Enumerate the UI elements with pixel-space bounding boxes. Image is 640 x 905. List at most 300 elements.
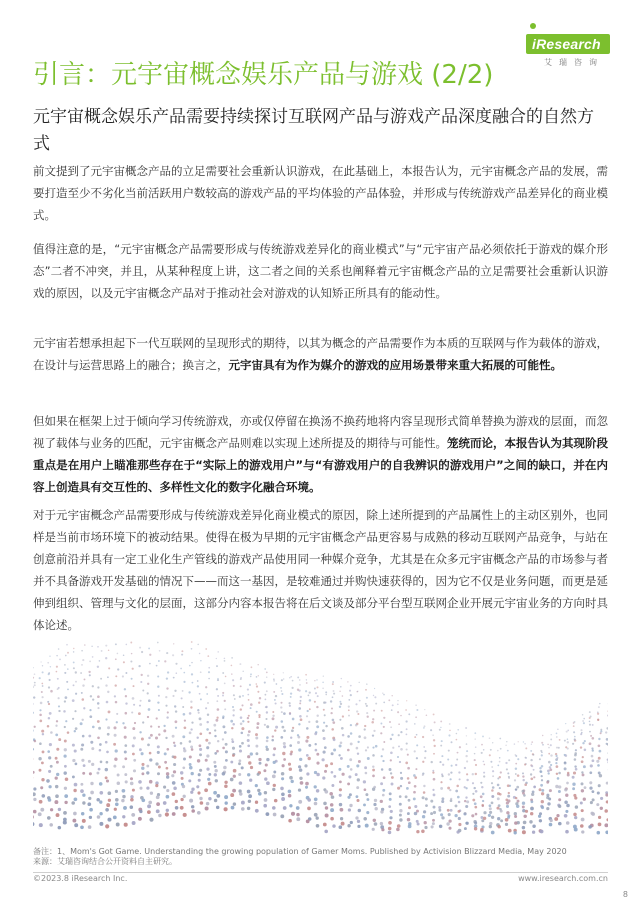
particle-dot <box>406 728 408 730</box>
particle-dot <box>73 667 75 669</box>
particle-dot <box>273 680 275 682</box>
particle-dot <box>264 791 267 794</box>
particle-dot <box>55 725 57 727</box>
particle-dot <box>280 706 282 708</box>
particle-dot <box>241 807 245 811</box>
particle-dot <box>147 716 149 718</box>
particle-dot <box>332 696 334 698</box>
particle-dot <box>308 757 311 760</box>
particle-dot <box>433 811 436 814</box>
particle-dot <box>341 822 345 826</box>
particle-dot <box>434 721 436 723</box>
particle-dot <box>88 797 91 800</box>
particle-dot <box>299 679 301 681</box>
particle-dot <box>565 830 569 834</box>
particle-dot <box>583 718 585 720</box>
particle-dot <box>397 787 400 790</box>
particle-dot <box>238 789 241 792</box>
particle-dot <box>281 690 283 692</box>
particle-dot <box>67 731 70 734</box>
particle-dot <box>356 764 359 767</box>
particle-dot <box>183 672 185 674</box>
particle-dot <box>471 814 474 817</box>
particle-dot <box>532 831 535 834</box>
particle-dot <box>265 706 267 708</box>
particle-dot <box>106 761 109 764</box>
particle-dot <box>225 759 228 762</box>
particle-dot <box>188 691 190 693</box>
particle-dot <box>67 688 69 690</box>
particle-dot <box>391 709 393 711</box>
particle-dot <box>559 739 561 741</box>
particle-dot <box>424 826 427 829</box>
particle-dot <box>265 718 267 720</box>
particle-dot <box>446 822 449 825</box>
particle-dot <box>205 739 208 742</box>
particle-dot <box>316 753 319 756</box>
particle-dot <box>433 794 436 797</box>
particle-dot <box>340 686 342 688</box>
particle-dot <box>547 802 550 805</box>
particle-dot <box>306 682 308 684</box>
particle-dot <box>380 723 382 725</box>
particle-dot <box>415 768 417 770</box>
particle-dot <box>125 672 127 674</box>
particle-dot <box>515 788 517 790</box>
particle-dot <box>573 725 575 727</box>
particle-dot <box>558 747 560 749</box>
particle-dot <box>581 782 584 785</box>
particle-dot <box>541 742 543 744</box>
particle-dot <box>49 655 50 656</box>
particle-dot <box>292 727 294 729</box>
particle-dot <box>530 777 533 780</box>
particle-dot <box>82 819 86 823</box>
particle-dot <box>74 749 77 752</box>
particle-dot <box>314 732 317 735</box>
particle-dot <box>316 720 319 723</box>
particle-dot <box>123 654 125 656</box>
particle-dot <box>139 731 141 733</box>
particle-dot <box>115 790 118 793</box>
particle-dot <box>124 726 127 729</box>
logo-dot <box>530 23 536 29</box>
particle-dot <box>374 696 376 698</box>
particle-dot <box>197 791 200 794</box>
particle-dot <box>474 738 475 739</box>
particle-dot <box>465 805 468 808</box>
particle-dot <box>458 771 460 773</box>
particle-dot <box>208 742 211 745</box>
particle-dot <box>108 710 111 713</box>
particle-dot <box>282 752 285 755</box>
particle-dot <box>257 664 258 665</box>
particle-dot <box>66 681 68 683</box>
particle-dot <box>101 650 103 652</box>
particle-dot <box>290 676 292 678</box>
particle-dot <box>373 695 374 696</box>
particle-dot <box>56 671 58 673</box>
particle-dot <box>356 710 358 712</box>
particle-dot <box>438 806 441 809</box>
particle-dot <box>531 800 534 803</box>
particle-dot <box>89 816 92 819</box>
particle-dot <box>596 760 599 763</box>
particle-dot <box>115 701 118 704</box>
particle-dot <box>440 781 442 783</box>
particle-dot <box>200 660 201 661</box>
particle-dot <box>567 738 569 740</box>
particle-dot <box>274 799 278 803</box>
footnote-remark: 备注：1、Mom's Got Game. Understanding the growing population of Gamer Moms. Published by Activision Blizzard Media, May 2020 <box>33 847 567 856</box>
particle-dot <box>173 770 176 773</box>
particle-dot <box>41 762 44 765</box>
particle-dot <box>82 735 85 738</box>
particle-dot <box>514 812 517 815</box>
particle-dot <box>258 714 260 716</box>
particle-dot <box>574 754 577 757</box>
particle-dot <box>166 772 169 775</box>
particle-dot <box>380 810 383 813</box>
particle-dot <box>258 758 261 761</box>
particle-dot <box>224 660 226 662</box>
particle-dot <box>314 813 318 817</box>
particle-dot <box>423 785 425 787</box>
particle-dot <box>425 798 428 801</box>
particle-dot <box>398 734 400 736</box>
particle-dot <box>40 661 41 662</box>
particle-dot <box>132 668 134 670</box>
particle-dot <box>522 772 524 774</box>
particle-dot <box>147 810 151 814</box>
particle-dot <box>158 695 160 697</box>
particle-dot <box>540 784 543 787</box>
particle-dot <box>180 798 183 801</box>
particle-dot <box>47 662 49 664</box>
particle-dot <box>558 785 561 788</box>
particle-dot <box>342 695 344 697</box>
particle-dot <box>91 646 92 647</box>
paragraph-text: 但如果在框架上过于倾向学习传统游戏，亦或仅停留在换汤不换药地将内容呈现形式简单替换为游戏的层面，而忽视了载体与业务的匹配，元宇宙概念产品则难以实现上述所提及的期待与可能性。 <box>33 414 608 450</box>
particle-dot <box>48 798 52 802</box>
particle-dot <box>33 787 36 790</box>
particle-dot <box>567 741 569 743</box>
particle-dot <box>42 665 43 666</box>
particle-dot <box>308 744 311 747</box>
particle-dot <box>555 755 557 757</box>
particle-dot <box>88 825 92 829</box>
particle-dot <box>184 726 187 729</box>
particle-dot <box>147 804 151 808</box>
particle-dot <box>573 813 577 817</box>
particle-dot <box>549 768 552 771</box>
particle-dot <box>40 786 43 789</box>
particle-dot <box>175 710 177 712</box>
particle-dot <box>199 723 202 726</box>
particle-dot <box>239 749 242 752</box>
particle-dot <box>105 657 107 659</box>
particle-dot <box>465 755 467 757</box>
particle-dot <box>241 766 244 769</box>
particle-dot <box>566 731 568 733</box>
particle-dot <box>350 694 352 696</box>
particle-dot <box>149 663 151 665</box>
particle-dot <box>456 739 458 741</box>
particle-dot <box>516 786 519 789</box>
particle-dot <box>491 795 494 798</box>
particle-dot <box>564 767 567 770</box>
particle-dot <box>432 822 435 825</box>
particle-dot <box>597 713 599 715</box>
particle-dot <box>242 671 243 672</box>
particle-dot <box>572 776 575 779</box>
particle-dot <box>242 695 244 697</box>
particle-dot <box>474 806 477 809</box>
particle-dot <box>56 748 59 751</box>
particle-dot <box>258 675 259 676</box>
particle-dot <box>550 819 553 822</box>
particle-dot <box>273 813 277 817</box>
particle-dot <box>408 799 411 802</box>
particle-dot <box>548 761 551 764</box>
particle-dot <box>483 772 485 774</box>
particle-dot <box>33 686 34 688</box>
particle-dot <box>322 776 325 779</box>
particle-dot <box>215 769 218 772</box>
particle-dot <box>92 726 95 729</box>
particle-dot <box>316 706 318 708</box>
particle-dot <box>139 705 141 707</box>
particle-dot <box>331 784 334 787</box>
particle-dot <box>459 746 461 748</box>
particle-dot <box>322 729 325 732</box>
particle-dot <box>208 797 211 800</box>
particle-dot <box>364 728 366 730</box>
particle-dot <box>566 821 570 825</box>
particle-dot <box>114 734 117 737</box>
particle-dot <box>64 700 66 702</box>
particle-dot <box>105 808 109 812</box>
particle-dot <box>233 769 237 773</box>
particle-dot <box>274 729 276 731</box>
particle-dot <box>97 686 99 688</box>
emphasis-text: 笼统而论，本报告认为其现阶段重点是在用户上瞄准那些存在于“实际上的游戏用户”与“有游戏用户的自我辨识的游戏用户”之间的缺口，并在内容上创造具有交互性的、多样性文化的数字化融合环境。 <box>33 436 608 494</box>
particle-dot <box>397 700 398 701</box>
particle-dot <box>330 808 334 812</box>
particle-dot <box>190 701 192 703</box>
particle-dot <box>115 802 119 806</box>
particle-dot <box>265 763 268 766</box>
particle-dot <box>224 785 228 789</box>
particle-dot <box>575 768 578 771</box>
particle-dot <box>514 831 517 834</box>
particle-dot <box>449 778 451 780</box>
particle-dot <box>517 774 520 777</box>
particle-dot <box>399 809 402 812</box>
particle-dot <box>422 796 425 799</box>
particle-dot <box>309 708 311 710</box>
particle-dot <box>33 677 34 679</box>
particle-dot <box>56 773 59 776</box>
particle-dot <box>589 721 591 723</box>
particle-dot <box>58 697 60 699</box>
particle-dot <box>240 685 242 687</box>
particle-dot <box>266 676 268 678</box>
particle-dot <box>75 727 78 730</box>
particle-dot <box>89 661 91 663</box>
particle-dot <box>580 746 582 748</box>
particle-dot <box>250 703 253 706</box>
particle-dot <box>451 741 453 743</box>
particle-dot <box>540 830 544 834</box>
particle-dot <box>197 644 199 646</box>
particle-dot <box>380 732 382 734</box>
particle-dot <box>255 752 258 755</box>
particle-dot <box>232 754 235 757</box>
particle-dot <box>541 800 544 803</box>
particle-dot <box>183 795 186 798</box>
particle-dot <box>92 685 94 687</box>
particle-dot <box>117 782 121 786</box>
particle-dot <box>40 702 43 705</box>
particle-dot <box>583 722 585 724</box>
particle-dot <box>439 825 442 828</box>
particle-dot <box>149 818 153 822</box>
particle-dot <box>518 741 519 742</box>
particle-dot <box>198 712 200 714</box>
particle-dot <box>222 672 224 674</box>
particle-dot <box>174 744 177 747</box>
particle-dot <box>400 785 402 787</box>
particle-dot <box>474 822 477 825</box>
particle-dot <box>316 824 320 828</box>
particle-dot <box>524 764 526 766</box>
particle-dot <box>406 748 408 750</box>
particle-dot <box>47 701 49 703</box>
footer-copyright: ©2023.8 iResearch Inc. <box>33 874 128 883</box>
particle-dot <box>547 744 549 746</box>
particle-dot <box>448 819 451 822</box>
particle-dot <box>266 725 269 728</box>
particle-dot <box>191 788 194 791</box>
particle-dot <box>283 758 286 761</box>
particle-dot <box>107 818 111 822</box>
particle-dot <box>166 748 169 751</box>
particle-dot <box>466 743 468 745</box>
particle-dot <box>597 764 600 767</box>
particle-dot <box>280 687 282 689</box>
particle-dot <box>598 738 600 740</box>
particle-dot <box>198 779 201 782</box>
particle-dot <box>132 753 135 756</box>
particle-dot <box>530 773 532 775</box>
particle-dot <box>530 750 532 752</box>
particle-dot <box>556 733 558 735</box>
particle-dot <box>589 731 591 733</box>
particle-dot <box>605 731 607 733</box>
particle-dot <box>82 684 84 686</box>
particle-dot <box>349 804 352 807</box>
particle-dot <box>273 784 276 787</box>
particle-dot <box>205 759 208 762</box>
particle-dot <box>34 726 36 728</box>
particle-dot <box>455 764 457 766</box>
particle-dot <box>166 809 169 812</box>
particle-dot <box>48 673 50 675</box>
particle-dot <box>130 798 134 802</box>
particle-dot <box>233 775 236 778</box>
particle-dot <box>440 745 442 747</box>
particle-dot <box>297 741 300 744</box>
particle-dot <box>497 778 499 780</box>
particle-dot <box>606 727 608 729</box>
particle-dot <box>289 677 290 678</box>
particle-dot <box>57 678 59 680</box>
particle-dot <box>530 812 533 815</box>
footer-website-link[interactable]: www.iresearch.com.cn <box>518 874 608 883</box>
particle-dot <box>331 795 335 799</box>
particle-dot <box>231 738 233 740</box>
particle-dot <box>347 765 350 768</box>
particle-dot <box>123 661 125 663</box>
particle-dot <box>414 785 417 788</box>
particle-dot <box>382 692 383 693</box>
particle-dot <box>83 707 85 709</box>
particle-dot <box>49 823 53 827</box>
particle-dot <box>400 772 402 774</box>
particle-dot <box>489 825 492 828</box>
particle-dot <box>324 790 328 794</box>
particle-dot <box>158 726 160 728</box>
particle-dot <box>405 709 407 711</box>
particle-dot <box>105 645 107 647</box>
particle-dot <box>281 777 284 780</box>
particle-dot <box>199 753 202 756</box>
particle-dot <box>239 792 242 795</box>
particle-dot <box>565 794 568 797</box>
particle-dot <box>97 695 100 698</box>
particle-dot <box>474 732 476 734</box>
particle-dot <box>191 673 193 675</box>
particle-dot <box>125 702 127 704</box>
particle-dot <box>92 698 94 700</box>
particle-dot <box>447 787 450 790</box>
particle-dot <box>239 781 243 785</box>
particle-dot <box>97 666 99 668</box>
particle-dot <box>589 742 592 745</box>
particle-dot <box>566 804 570 808</box>
particle-dot <box>389 816 392 819</box>
particle-dot <box>230 778 234 782</box>
particle-dot <box>307 710 309 712</box>
particle-dot <box>447 758 449 760</box>
particle-dot <box>39 823 43 827</box>
particle-dot <box>248 761 251 764</box>
particle-dot <box>406 787 409 790</box>
particle-dot <box>382 760 384 762</box>
particle-dot <box>291 729 294 732</box>
particle-dot <box>497 817 500 820</box>
particle-dot <box>33 729 34 732</box>
particle-dot <box>483 775 485 777</box>
particle-dot <box>564 754 566 756</box>
particle-dot <box>175 720 178 723</box>
particle-dot <box>150 792 153 795</box>
particle-dot <box>574 758 577 761</box>
particle-dot <box>325 814 329 818</box>
particle-dot <box>500 819 503 822</box>
particle-dot <box>166 652 168 654</box>
